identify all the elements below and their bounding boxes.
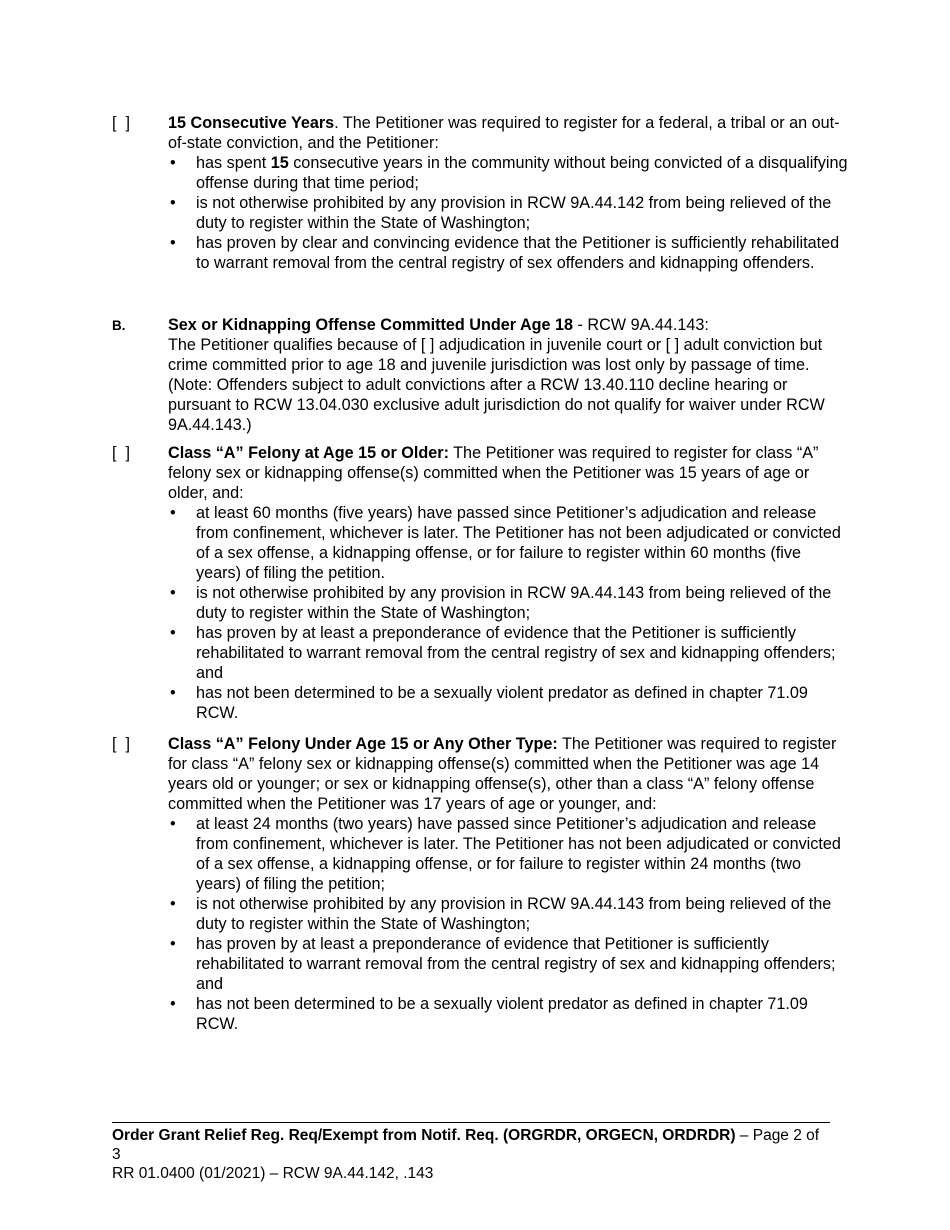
section-paragraph [168,315,848,335]
list-item: • has not been determined to be a sexually violent predator as defined in chapter 71.09 RCW. [170,995,808,1033]
list-item: • is not otherwise prohibited by any provision in RCW 9A.44.143 from being relieved of the duty to register within the State of Washington; [170,895,832,933]
list-item: • is not otherwise prohibited by any provision in RCW 9A.44.143 from being relieved of the duty to register within the State of Washington; [170,584,832,622]
bullet-icon: • [170,504,176,522]
bullet-icon: • [170,684,176,702]
list-item: • has not been determined to be a sexually violent predator as defined in chapter 71.09 RCW. [170,684,808,722]
bullet-icon: • [170,584,176,602]
section-heading: Class “A” Felony Under Age 15 or Any Other Type: [168,735,558,753]
bullet-list [168,814,848,1034]
section-heading: 15 Consecutive Years [168,114,335,132]
list-item: • has proven by at least a preponderance of evidence that Petitioner is sufficiently rehabilitated to warrant removal from the central registry of sex and kidnapping offenders; and [170,935,836,993]
list-item: • is not otherwise prohibited by any provision in RCW 9A.44.142 from being relieved of the duty to register within the State of Washington; [170,194,832,232]
bullet-icon: • [170,995,176,1013]
section-heading: Sex or Kidnapping Offense Committed Under Age 18 [168,316,574,334]
list-item: • has proven by at least a preponderance of evidence that the Petitioner is sufficiently rehabilitated to warrant removal from the central registry of sex and kidnapping offenders; and [170,624,836,682]
section-heading-suffix: - RCW 9A.44.143: [573,316,709,334]
bullet-icon: • [170,154,176,172]
checkbox-class-a-under-15[interactable]: [ ] [112,735,130,753]
bullet-list [168,153,848,273]
section-paragraph [168,443,848,503]
bullet-icon: • [170,234,176,252]
bullet-icon: • [170,935,176,953]
footer-divider [112,1122,830,1123]
section-paragraph [168,734,848,814]
section-text: The Petitioner qualifies because of [ ] adjudication in juvenile court or [ ] adult conviction but crime committed prior to age 18 and juvenile jurisdiction was lost only by passage of time. (Note: Offenders subject to adult convictions after a RCW 13.40.110 decline hearing or pursuant to RCW 13.04.030 exclusive adult jurisdiction do not qualify for waiver under RCW 9A.44.143.) [168,336,825,434]
footer-line-1 [112,1126,830,1164]
list-item: • has spent 15 consecutive years in the community without being convicted of a disqualifying offense during that time period; [170,154,848,192]
list-item: • at least 24 months (two years) have passed since Petitioner’s adjudication and release from confinement, whichever is later. The Petitioner has not been adjudicated or convicted of a sex offense, a kidnapping offense, or for failure to register within 24 months (two years) of filing the petition; [170,815,841,893]
bullet-icon: • [170,624,176,642]
footer-line-2: RR 01.0400 (01/2021) – RCW 9A.44.142, .143 [112,1165,434,1182]
footer-page-number: – Page 2 of 3 [112,1127,820,1163]
page-footer [112,1122,830,1183]
list-item: • has proven by clear and convincing evidence that the Petitioner is sufficiently rehabilitated to warrant removal from the central registry of sex offenders and kidnapping offenders. [170,234,840,272]
section-text: . The Petitioner was required to register for a federal, a tribal or an out-of-state conviction, and the Petitioner: [168,114,840,152]
bullet-icon: • [170,815,176,833]
bullet-icon: • [170,895,176,913]
checkbox-15-consecutive-years[interactable]: [ ] [112,114,130,132]
bullet-list [168,503,848,723]
section-text: The Petitioner was required to register for class “A” felony sex or kidnapping offense(s) committed when the Petitioner was 15 years of age or older, and: [168,444,819,502]
list-item: • at least 60 months (five years) have passed since Petitioner’s adjudication and release from confinement, whichever is later. The Petitioner has not been adjudicated or convicted of a sex offense, a kidnapping offense, or for failure to register within 60 months (five years) of filing the petition. [170,504,841,582]
footer-title: Order Grant Relief Reg. Req/Exempt from Notif. Req. (ORGRDR, ORGECN, ORDRDR) [112,1127,736,1144]
section-paragraph [168,113,848,153]
section-text: The Petitioner was required to register for class “A” felony sex or kidnapping offense(s) committed when the Petitioner was age 14 years old or younger; or sex or kidnapping offense(s), other than a class “A” felony offense committed when the Petitioner was 17 years of age or younger, and: [168,735,837,813]
section-heading: Class “A” Felony at Age 15 or Older: [168,444,449,462]
bullet-icon: • [170,194,176,212]
checkbox-class-a-15-or-older[interactable]: [ ] [112,444,130,462]
section-letter: B. [112,318,126,333]
